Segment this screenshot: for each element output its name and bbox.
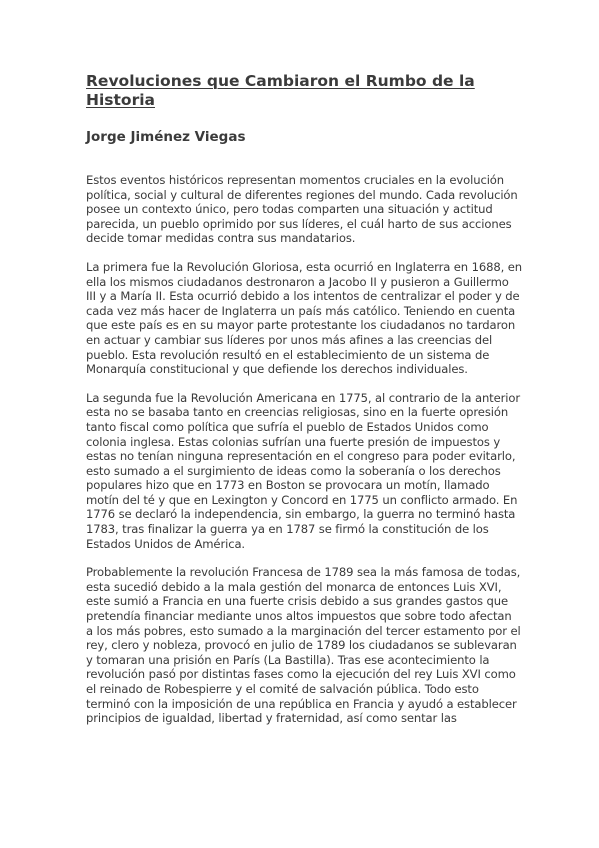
paragraph-intro: Estos eventos históricos representan momentos cruciales en la evolución política, social y cultural de diferentes regiones del mundo. Cada revolución posee un contexto único, pero todas comparten una situación y actitud parecida, un pueblo oprimido por sus líderes, el cuál harto de sus acciones decide tomar medidas contra sus mandatarios. [86,173,518,246]
paragraph-revolucion-francesa: Probablemente la revolución Francesa de 1789 sea la más famosa de todas, esta sucedió debido a la mala gestión del monarca de entonces Luis XVI, este sumió a Francia en una fuerte crisis debido a sus grandes gastos que pretendía financiar mediante unos altos impuestos que sobre todo afectan a los más pobres, esto sumado a la marginación del tercer estamento por el rey, clero y nobleza, provocó en julio de 1789 los ciudadanos se sublevaran y tomaran una prisión en París (La Bastilla). Tras ese acontecimiento la revolución pasó por distintas fases como la ejecución del rey Luis XVI como el reinado de Robespierre y el comité de salvación pública. Todo esto terminó con la imposición de una república en Francia y ayudó a establecer principios de igualdad, libertad y fraternidad, así como sentar las [86,565,521,726]
paragraph-revolucion-gloriosa: La primera fue la Revolución Gloriosa, esta ocurrió en Inglaterra en 1688, en ella los mismos ciudadanos destronaron a Jacobo II y pusieron a Guillermo III y a María II. Esta ocurrió debido a los intentos de centralizar el poder y de cada vez más hacer de Inglaterra un país más católico. Teniendo en cuenta que este país es en su mayor parte protestante los ciudadanos no tardaron en actuar y cambiar sus líderes por unos más afines a las creencias del pueblo. Esta revolución resultó en el establecimiento de un sistema de Monarquía constitucional y que defiende los derechos individuales. [86,259,522,377]
document-page [86,72,522,740]
document-author: Jorge Jiménez Viegas [86,129,246,145]
paragraph-revolucion-americana: La segunda fue la Revolución Americana en 1775, al contrario de la anterior esta no se basaba tanto en creencias religiosas, sino en la fuerte opresión tanto fiscal como política que sufría el pueblo de Estados Unidos como colonia inglesa. Estas colonias sufrían una fuerte presión de impuestos y estas no tenían ninguna representación en el congreso para poder evitarlo, esto sumado a el surgimiento de ideas como la soberanía o los derechos populares hizo que en 1773 en Boston se provocara un motín, llamado motín del té y que en Lexington y Concord en 1775 un conflicto armado. En 1776 se declaró la independencia, sin embargo, la guerra no terminó hasta 1783, tras finalizar la guerra ya en 1787 se firmó la constitución de los Estados Unidos de América. [86,390,520,551]
document-title: Revoluciones que Cambiaron el Rumbo de la Historia [86,72,475,109]
document-body [86,173,522,726]
